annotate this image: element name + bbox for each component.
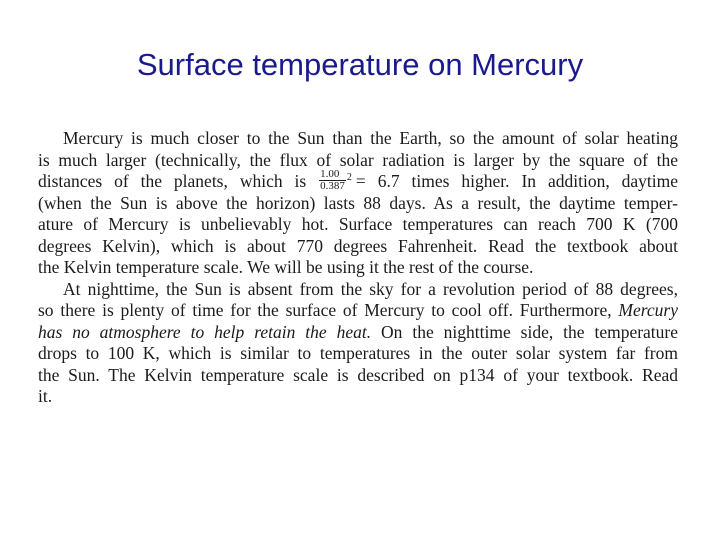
para1-line-3-end: = 6.7 times higher. In addition, daytime <box>355 171 679 191</box>
para1-line-2: is much larger (technically, the flux of solar radiation is larger by the square of the <box>38 149 678 170</box>
para1-line-1: Mercury is much closer to the Sun than the Earth, so the amount of solar heating <box>63 128 678 148</box>
para1-line-3 <box>38 168 679 193</box>
para2-line-2-start: so there is plenty of time for the surface of Mercury to cool off. Furthermore, <box>38 300 612 320</box>
para1-line-4: (when the Sun is above the horizon) lasts 88 days. As a result, the daytime temper- <box>38 192 678 213</box>
para1-line-5: ature of Mercury is unbelievably hot. Surface temperatures can reach 700 K (700 <box>38 214 678 234</box>
para2-line-3-end: On the nighttime side, the temperature <box>381 321 679 342</box>
para1-line-7: the Kelvin temperature scale. We will be using it the rest of the course. <box>38 257 534 277</box>
body-text <box>38 128 678 408</box>
fraction-denominator: 0.387 <box>320 180 345 193</box>
para1-line-3-start: distances of the planets, which is <box>38 171 307 191</box>
para1-line-6: degrees Kelvin), which is about 770 degrees Fahrenheit. Read the textbook about <box>38 235 678 256</box>
slide-title: Surface temperature on Mercury <box>136 47 584 82</box>
para2-emphasis-2: has no atmosphere to help retain the heat. <box>38 321 372 342</box>
para2-line-6: it. <box>38 386 53 406</box>
para2-line-4: drops to 100 K, which is similar to temperatures in the outer solar system far from <box>38 343 678 363</box>
para2-line-3 <box>38 322 678 344</box>
fraction-exponent: 2 <box>346 172 352 183</box>
para2-line-5: the Sun. The Kelvin temperature scale is described on p134 of your textbook. Read <box>38 364 678 385</box>
fraction-numerator: 1.00 <box>319 169 346 181</box>
para2-line-1: At nighttime, the Sun is absent from the sky for a revolution period of 88 degrees, <box>63 278 678 299</box>
para2-line-2 <box>38 300 678 322</box>
para2-emphasis-1: Mercury <box>618 300 678 320</box>
distance-ratio-fraction <box>319 169 346 192</box>
